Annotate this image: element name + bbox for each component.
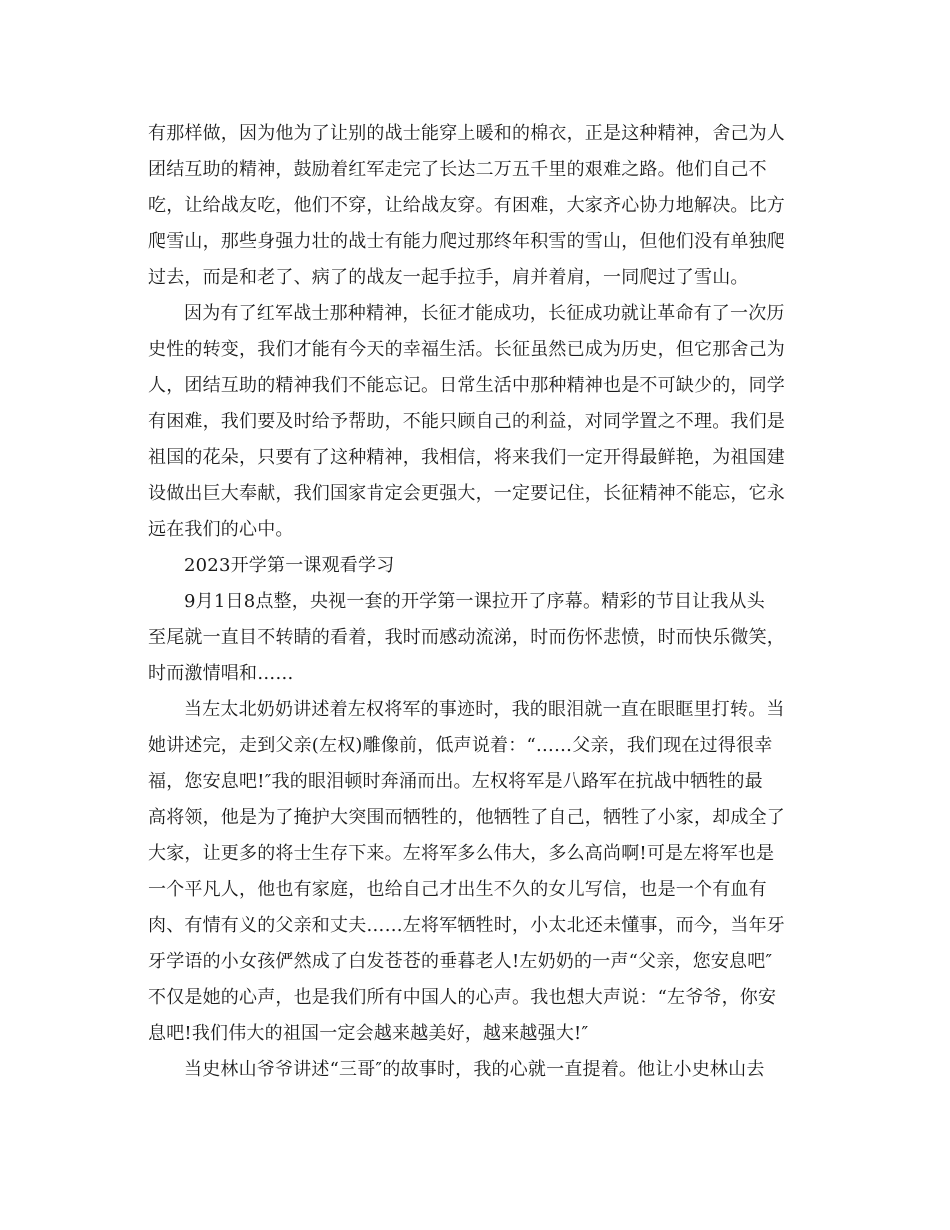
paragraph-line: 牙学语的小女孩俨然成了白发苍苍的垂暮老人!左奶奶的一声“父亲，您安息吧″ — [148, 951, 773, 972]
paragraph-line: 有那样做，因为他为了让别的战士能穿上暖和的棉衣，正是这种精神，舍己为人 — [148, 123, 785, 144]
paragraph-line: 远在我们的心中。 — [148, 519, 294, 540]
paragraph-line: 吃，让给战友吃，他们不穿，让给战友穿。有困难，大家齐心协力地解决。比方 — [148, 195, 785, 216]
paragraph-line: 有困难，我们要及时给予帮助，不能只顾自己的利益，对同学置之不理。我们是 — [148, 411, 785, 432]
paragraph-line: 高将领，他是为了掩护大突围而牺牲的，他牺牲了自己，牺牲了小家，却成全了 — [148, 807, 785, 828]
paragraph-line: 她讲述完，走到父亲(左权)雕像前，低声说着：“……父亲，我们现在过得很幸 — [148, 735, 773, 756]
paragraph-line: 肉、有情有义的父亲和丈夫……左将军牺牲时，小太北还未懂事，而今，当年牙 — [148, 915, 785, 936]
paragraph-line: 祖国的花朵，只要有了这种精神，我相信，将来我们一定开得最鲜艳，为祖国建 — [148, 447, 785, 468]
paragraph-line: 大家，让更多的将士生存下来。左将军多么伟大，多么高尚啊!可是左将军也是 — [148, 843, 775, 864]
paragraph-line: 史性的转变，我们才能有今天的幸福生活。长征虽然已成为历史，但它那舍己为 — [148, 339, 785, 360]
paragraph-line: 人，团结互助的精神我们不能忘记。日常生活中那种精神也是不可缺少的，同学 — [148, 375, 785, 396]
paragraph-line: 一个平凡人，他也有家庭，也给自己才出生不久的女儿写信，也是一个有血有 — [148, 879, 767, 900]
paragraph-line: 团结互助的精神，鼓励着红军走完了长达二万五千里的艰难之路。他们自己不 — [148, 159, 767, 180]
section-heading: 2023开学第一课观看学习 — [184, 555, 395, 576]
paragraph-line: 时而激情唱和…… — [148, 663, 294, 684]
paragraph-first-line: 当史林山爷爷讲述“三哥″的故事时，我的心就一直提着。他让小史林山去 — [184, 1059, 765, 1080]
paragraph-line: 过去，而是和老了、病了的战友一起手拉手，肩并着肩，一同爬过了雪山。 — [148, 267, 749, 288]
paragraph-line: 爬雪山，那些身强力壮的战士有能力爬过那终年积雪的雪山，但他们没有单独爬 — [148, 231, 785, 252]
paragraph-line: 不仅是她的心声，也是我们所有中国人的心声。我也想大声说：“左爷爷，你安 — [148, 987, 777, 1008]
paragraph-first-line: 当左太北奶奶讲述着左权将军的事迹时，我的眼泪就一直在眼眶里打转。当 — [184, 699, 785, 720]
paragraph-line: 福，您安息吧!″我的眼泪顿时奔涌而出。左权将军是八路军在抗战中牺牲的最 — [148, 771, 763, 792]
paragraph-line: 至尾就一直目不转睛的看着，我时而感动流涕，时而伤怀悲愤，时而快乐微笑， — [148, 627, 785, 648]
paragraph-line: 设做出巨大奉献，我们国家肯定会更强大，一定要记住，长征精神不能忘，它永 — [148, 483, 785, 504]
paragraph-line: 息吧!我们伟大的祖国一定会越来越美好，越来越强大!″ — [148, 1023, 589, 1044]
paragraph-first-line: 9月1日8点整，央视一套的开学第一课拉开了序幕。精彩的节目让我从头 — [184, 591, 765, 612]
paragraph-first-line: 因为有了红军战士那种精神，长征才能成功，长征成功就让革命有了一次历 — [184, 303, 785, 324]
